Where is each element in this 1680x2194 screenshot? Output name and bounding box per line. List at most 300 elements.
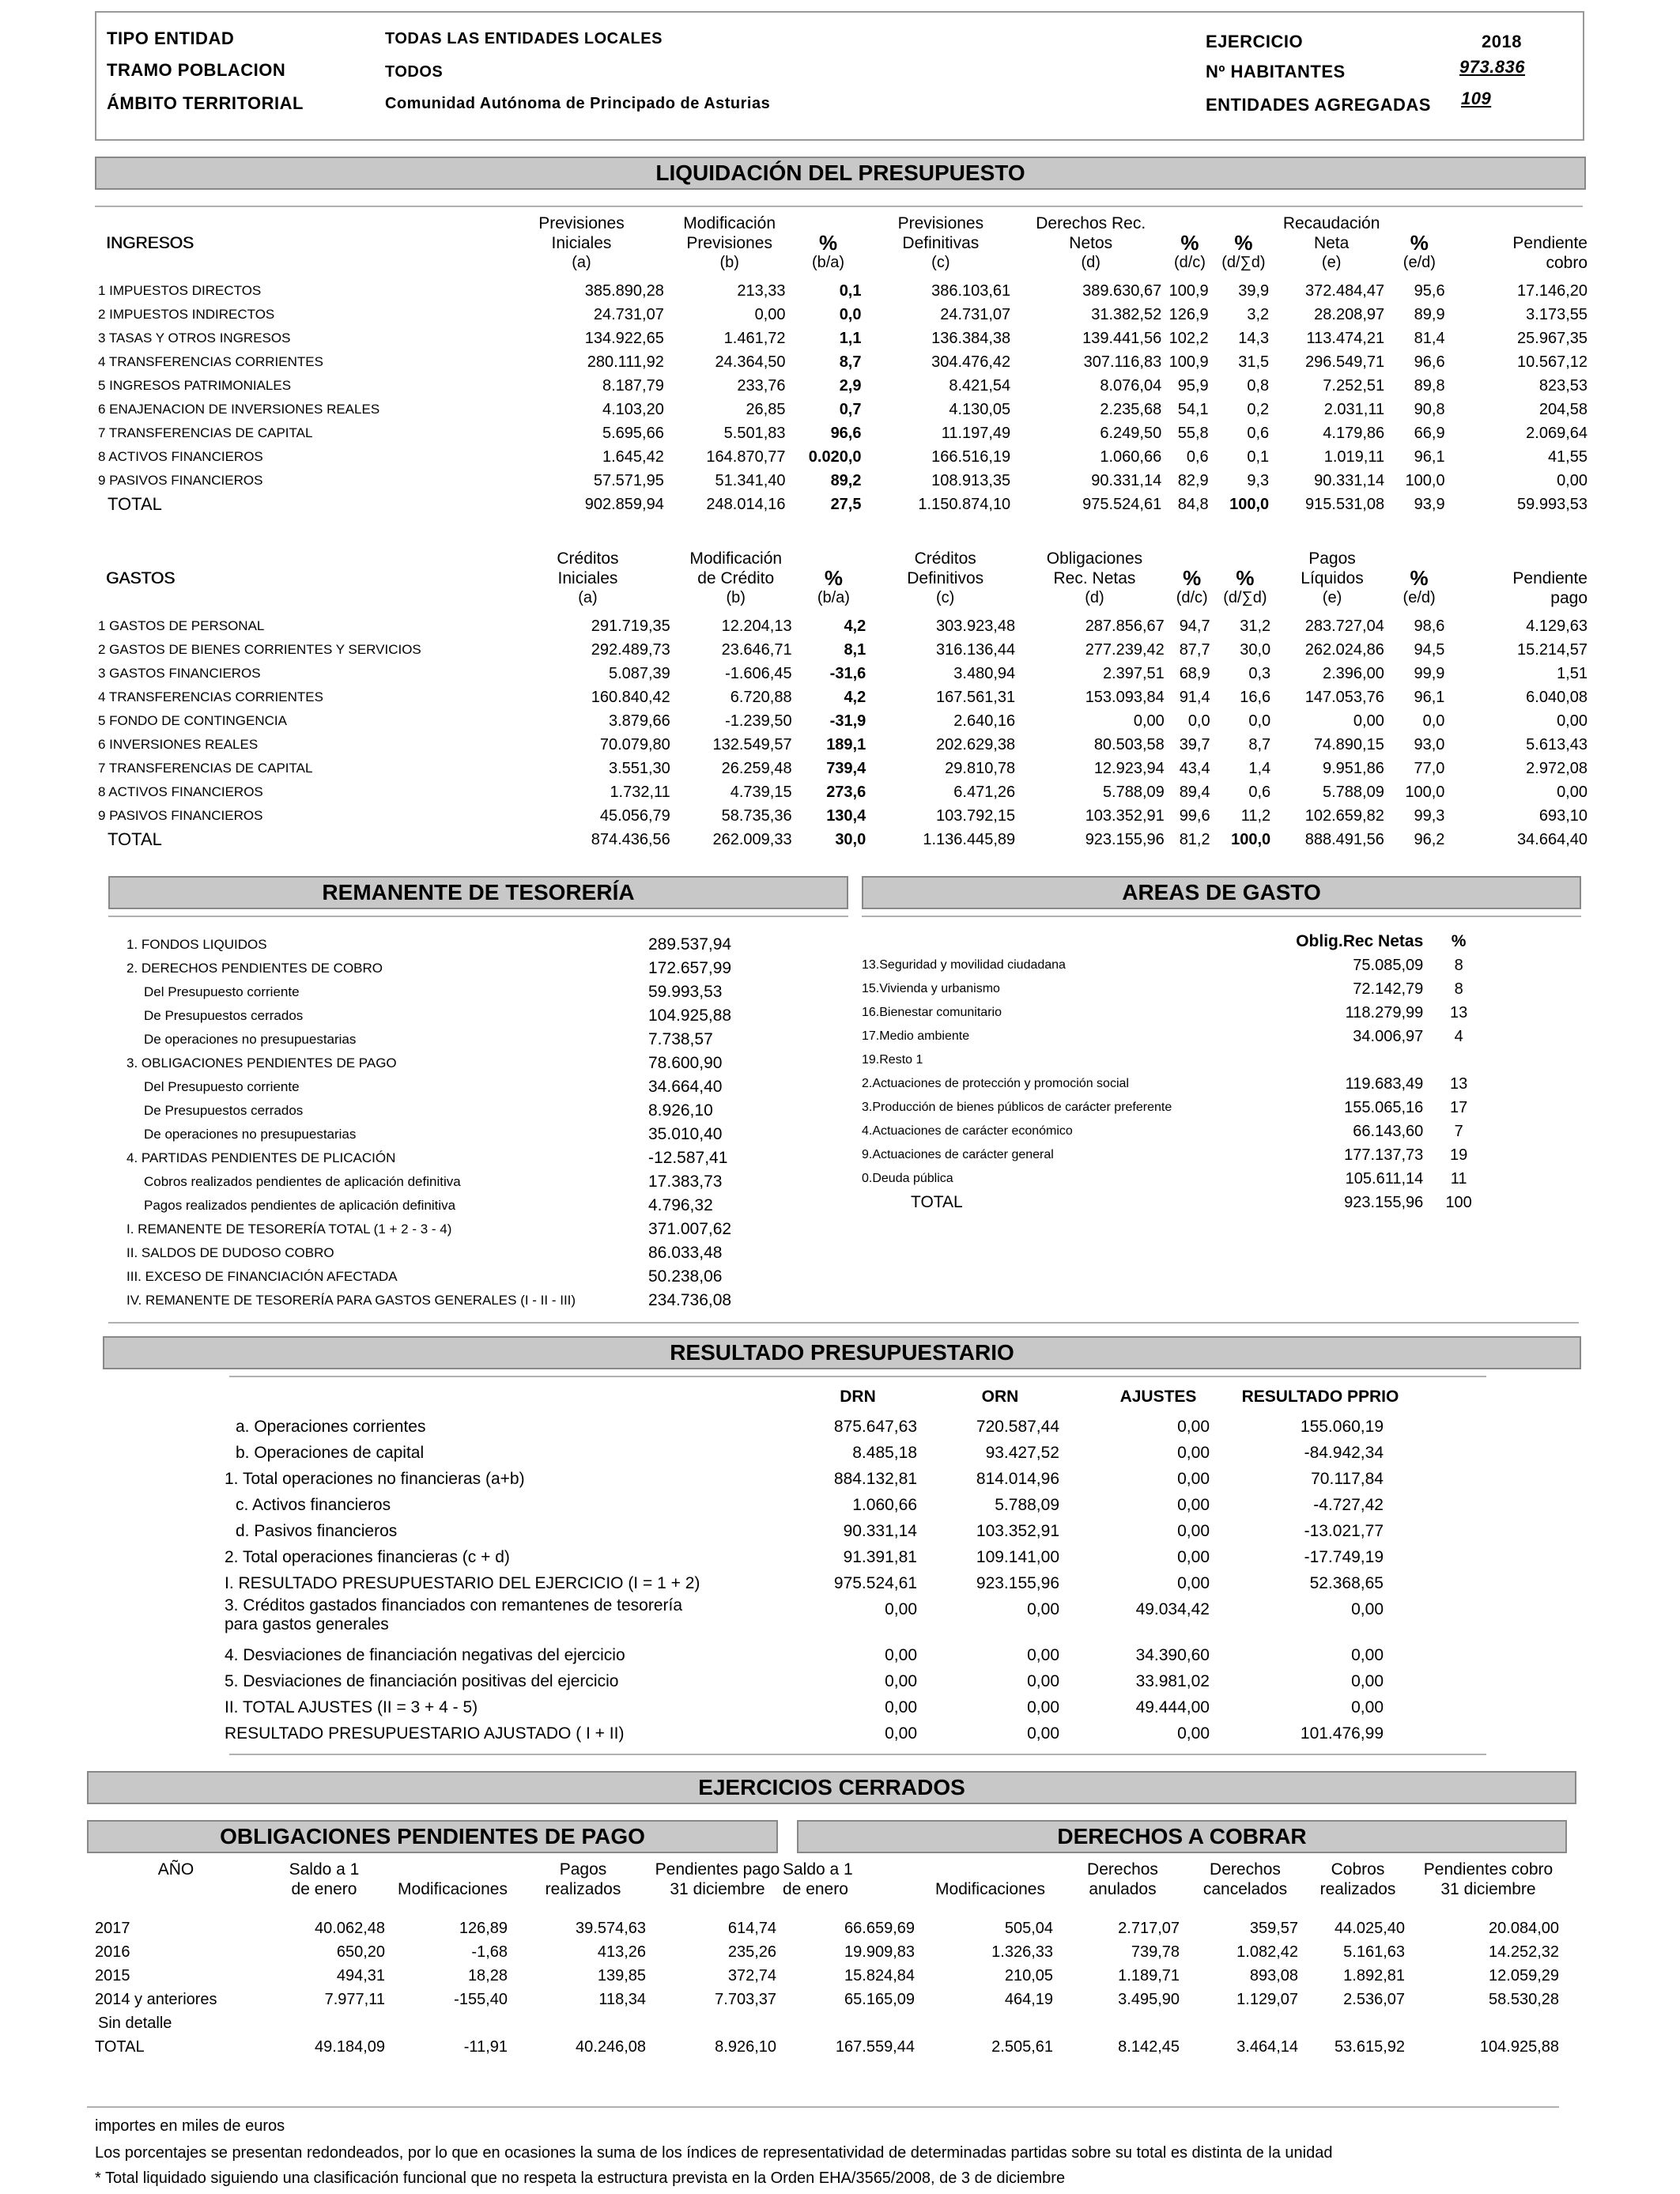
cell-value: 0,8 <box>1247 377 1270 395</box>
cell-value: 66,9 <box>1414 425 1445 442</box>
cell-value: 9.951,86 <box>1322 760 1384 777</box>
cell-value: 7.252,51 <box>1323 377 1385 395</box>
remanente-label: Cobros realizados pendientes de aplicación definitiva <box>144 1174 461 1189</box>
cerrados-value: -1,68 <box>471 1943 508 1961</box>
cell-value: 108.913,35 <box>931 472 1011 489</box>
cerrados-value: 167.559,44 <box>835 2038 915 2056</box>
cell-value: 0,00 <box>1133 712 1165 730</box>
cerrados-col-header <box>783 1860 921 1899</box>
area-pct: 8 <box>1454 957 1463 974</box>
resultado-value: -17.749,19 <box>1304 1548 1384 1566</box>
cerrados-spacer <box>95 1899 1565 1916</box>
cell-value: 8.187,79 <box>602 377 664 395</box>
header-line: Derechos <box>1087 1860 1158 1879</box>
row-label: 3 GASTOS FINANCIEROS <box>98 666 261 681</box>
resultado-value: 155.060,19 <box>1300 1418 1384 1436</box>
cell-value: 25.967,35 <box>1517 330 1588 347</box>
cell-value: 26.259,48 <box>721 760 792 777</box>
resultado-header-row <box>221 1380 1407 1414</box>
cerrados-value: 7.977,11 <box>324 1991 385 2008</box>
cell-value: 90,8 <box>1414 401 1445 418</box>
cell-value: 280.111,92 <box>587 353 664 371</box>
resultado-row <box>221 1544 1407 1570</box>
cerrados-value: 650,20 <box>336 1943 385 1961</box>
resultado-row <box>221 1518 1407 1544</box>
cell-value: -1.239,50 <box>725 712 792 730</box>
remanente-value: 4.796,32 <box>648 1196 713 1214</box>
header-line: (e) <box>1321 254 1342 271</box>
table-row <box>95 685 1588 709</box>
area-value: 75.085,09 <box>1353 957 1424 974</box>
cell-value: 160.840,42 <box>591 689 670 706</box>
cell-value: 84,8 <box>1177 496 1209 513</box>
ingresos-col-header <box>1166 213 1213 273</box>
resultado-value: 90.331,14 <box>843 1522 917 1540</box>
cell-value: 103.792,15 <box>936 807 1016 825</box>
cerrados-value: 44.025,40 <box>1335 1920 1405 1937</box>
header-line: (b) <box>719 254 739 271</box>
table-row <box>95 469 1588 493</box>
ingresos-section-label: INGRESOS <box>106 234 194 252</box>
cell-value: -31,9 <box>829 712 866 730</box>
cell-value: 6.040,08 <box>1526 689 1588 706</box>
tipo-entidad-label: TIPO ENTIDAD <box>107 28 235 48</box>
row-label: 2 IMPUESTOS INDIRECTOS <box>98 307 275 322</box>
areas-total-label: TOTAL <box>911 1193 963 1211</box>
remanente-value: 8.926,10 <box>648 1101 713 1120</box>
remanente-row <box>126 933 775 957</box>
ingresos-col-header <box>1015 213 1166 273</box>
tramo-poblacion-label: TRAMO POBLACION <box>107 60 286 80</box>
table-row <box>95 709 1588 733</box>
cell-value: 5.087,39 <box>608 665 670 682</box>
ingresos-top-rule <box>95 206 1583 207</box>
cell-value: 0,6 <box>1247 425 1270 442</box>
gastos-spacer <box>95 608 1588 614</box>
header-box <box>95 11 1584 141</box>
remanente-label: I. REMANENTE DE TESORERÍA TOTAL (1 + 2 - 3 - 4) <box>126 1222 452 1237</box>
cell-value: 82,9 <box>1177 472 1209 489</box>
cerrados-value: 2.717,07 <box>1118 1920 1180 1937</box>
header-line: Saldo a 1 <box>289 1860 360 1879</box>
cell-value: 4.739,15 <box>730 784 792 801</box>
header-line: Definitivos <box>907 569 984 587</box>
cell-value: 90.331,14 <box>1314 472 1385 489</box>
cell-value: 134.922,65 <box>584 330 664 347</box>
remanente-row <box>126 1004 775 1028</box>
resultado-value: -84.942,34 <box>1304 1444 1384 1462</box>
cell-value: 3.173,55 <box>1526 306 1588 323</box>
header-line: 31 diciembre <box>1440 1880 1536 1898</box>
cerrados-value: 3.495,90 <box>1118 1991 1180 2008</box>
resultado-value: 33.981,02 <box>1135 1672 1210 1690</box>
resultado-col-header: RESULTADO PPRIO <box>1241 1388 1399 1406</box>
cell-value: 1.461,72 <box>723 330 786 347</box>
header-line: % <box>1410 231 1429 255</box>
table-row <box>95 421 1588 445</box>
ingresos-col-header <box>1274 213 1389 273</box>
cerrados-value: 7.703,37 <box>715 1991 776 2008</box>
cell-value: 8,7 <box>1248 736 1271 753</box>
header-line: cancelados <box>1202 1880 1288 1898</box>
header-line: de enero <box>783 1880 848 1898</box>
cell-value: 12.204,13 <box>721 617 792 635</box>
area-row <box>862 954 1494 977</box>
cell-value: 11.197,49 <box>941 425 1011 442</box>
remanente-label: 4. PARTIDAS PENDIENTES DE PLICACIÓN <box>126 1150 396 1165</box>
areas-header-row <box>862 930 1494 954</box>
resultado-label-text: 1. Total operaciones no financieras (a+b) <box>225 1469 525 1488</box>
cell-value: 248.014,16 <box>706 496 786 513</box>
resultado-label-text: c. Activos financieros <box>236 1495 391 1514</box>
cell-value: 385.890,28 <box>584 282 664 300</box>
remanente-value: 234.736,08 <box>648 1291 732 1309</box>
cell-value: 8,1 <box>844 641 866 659</box>
cell-value: 41,55 <box>1547 448 1588 466</box>
cerrados-value: 39.574,63 <box>576 1920 646 1937</box>
resultado-value: 8.485,18 <box>852 1444 917 1462</box>
resultado-label-text: RESULTADO PRESUPUESTARIO AJUSTADO ( I + II) <box>225 1724 625 1743</box>
remanente-row <box>126 1241 775 1265</box>
header-line: anulados <box>1089 1880 1157 1898</box>
cerrados-title: EJERCICIOS CERRADOS <box>87 1771 1576 1804</box>
gastos-col-header <box>870 549 1020 608</box>
cell-value: 189,1 <box>826 736 866 753</box>
cerrados-value: 40.246,08 <box>576 2038 646 2056</box>
remanente-value: 86.033,48 <box>648 1244 723 1262</box>
cell-value: 0,0 <box>839 306 862 323</box>
header-line: AÑO <box>157 1860 194 1879</box>
entidades-agregadas-value: 109 <box>1461 89 1492 108</box>
resultado-value: 52.368,65 <box>1309 1574 1384 1592</box>
cell-value: 6.471,26 <box>953 784 1016 801</box>
area-value: 34.006,97 <box>1353 1028 1424 1045</box>
cerrados-col-header <box>95 1860 257 1899</box>
header-line: (b/a) <box>811 254 845 271</box>
remanente-title: REMANENTE DE TESORERÍA <box>108 876 848 909</box>
resultado-value: 0,00 <box>1027 1646 1059 1664</box>
cell-value: 3.551,30 <box>608 760 670 777</box>
cell-value: 100,0 <box>1229 496 1270 513</box>
cell-value: 93,0 <box>1414 736 1445 753</box>
remanente-row <box>126 1146 775 1170</box>
cell-value: 12.923,94 <box>1093 760 1165 777</box>
cell-value: 304.476,42 <box>931 353 1011 371</box>
cerrados-value <box>783 2011 921 2035</box>
resultado-label <box>221 1544 798 1570</box>
cerrados-value <box>1411 2011 1565 2035</box>
row-label: 7 TRANSFERENCIAS DE CAPITAL <box>98 425 313 440</box>
cell-value: 8.076,04 <box>1100 377 1162 395</box>
cerrados-value <box>514 2011 652 2035</box>
cell-value: 14,3 <box>1238 330 1270 347</box>
cell-value: 96,2 <box>1414 831 1445 848</box>
ingresos-total-row <box>95 493 1588 516</box>
cell-value: 99,3 <box>1414 807 1445 825</box>
header-line: (e/d) <box>1403 589 1436 606</box>
cerrados-value <box>1186 2011 1304 2035</box>
remanente-rule <box>108 916 848 917</box>
cell-value: 202.629,38 <box>936 736 1016 753</box>
resultado-value: 0,00 <box>885 1698 917 1716</box>
cell-value: 31.382,52 <box>1091 306 1162 323</box>
cell-value: 262.024,86 <box>1304 641 1384 659</box>
remanente-table <box>126 933 775 1312</box>
remanente-value: 59.993,53 <box>648 983 723 1001</box>
cell-value: 2.235,68 <box>1100 401 1162 418</box>
resultado-value: 720.587,44 <box>976 1418 1059 1436</box>
cerrados-pagos-title: OBLIGACIONES PENDIENTES DE PAGO <box>87 1820 778 1853</box>
resultado-label <box>221 1596 798 1642</box>
cell-value: 273,6 <box>826 784 866 801</box>
table-row <box>95 614 1588 638</box>
cell-value: 102.659,82 <box>1304 807 1384 825</box>
resultado-col-header: ORN <box>981 1388 1019 1406</box>
cell-value: 6.249,50 <box>1100 425 1162 442</box>
cell-value: 372.484,47 <box>1305 282 1385 300</box>
cell-value: 0,2 <box>1247 401 1270 418</box>
cell-value: 5.501,83 <box>723 425 786 442</box>
remanente-label: De operaciones no presupuestarias <box>144 1032 357 1047</box>
cerrados-col-header <box>514 1860 652 1899</box>
cerrados-value: 614,74 <box>727 1920 776 1937</box>
cell-value: 59.993,53 <box>1517 496 1588 513</box>
gastos-col-header <box>1169 549 1215 608</box>
cerrados-row <box>95 1916 1565 1940</box>
cell-value: 386.103,61 <box>931 282 1011 300</box>
cell-value: 3.480,94 <box>953 665 1016 682</box>
cerrados-value <box>652 2011 783 2035</box>
cerrados-row <box>95 1988 1565 2011</box>
gastos-col-header <box>797 549 871 608</box>
cerrados-value: 1.892,81 <box>1343 1967 1405 1984</box>
cell-value: 389.630,67 <box>1082 282 1162 300</box>
resultado-value: 103.352,91 <box>976 1522 1059 1540</box>
remanente-row <box>126 980 775 1004</box>
area-pct: 19 <box>1450 1146 1468 1164</box>
cell-value: 94,5 <box>1414 641 1445 659</box>
remanente-label: Pagos realizados pendientes de aplicación definitiva <box>144 1198 456 1213</box>
entidades-agregadas-label: ENTIDADES AGREGADAS <box>1206 95 1431 115</box>
cell-value: 74.890,15 <box>1313 736 1384 753</box>
resultado-label-text: I. RESULTADO PRESUPUESTARIO DEL EJERCICIO (I = 1 + 2) <box>225 1573 700 1592</box>
cell-value: 1.136.445,89 <box>923 831 1016 848</box>
cell-value: 136.384,38 <box>931 330 1011 347</box>
cerrados-value: 8.926,10 <box>715 2038 776 2056</box>
liquidacion-title: LIQUIDACIÓN DEL PRESUPUESTO <box>95 157 1586 190</box>
header-line: Definitivas <box>902 234 980 252</box>
cell-value: 126,9 <box>1168 306 1209 323</box>
cell-value: 130,4 <box>826 807 866 825</box>
ingresos-col-header <box>791 213 866 273</box>
area-pct: 13 <box>1450 1004 1468 1021</box>
cell-value: 0,6 <box>1248 784 1271 801</box>
cell-value: 39,7 <box>1179 736 1210 753</box>
cell-value: 4,2 <box>844 689 866 706</box>
cell-value: 31,5 <box>1238 353 1270 371</box>
cell-value: 902.859,94 <box>584 496 664 513</box>
cell-value: 739,4 <box>826 760 866 777</box>
cell-value: 31,2 <box>1240 617 1271 635</box>
cerrados-value: -11,91 <box>463 2038 508 2056</box>
table-row <box>95 327 1588 350</box>
ingresos-header-row <box>95 213 1588 273</box>
remanente-row <box>126 957 775 980</box>
footer-rule <box>87 2106 1559 2108</box>
area-label: 9.Actuaciones de carácter general <box>862 1148 1054 1161</box>
resultado-value: 814.014,96 <box>976 1470 1059 1488</box>
cell-value: 81,2 <box>1179 831 1210 848</box>
cell-value: 0,7 <box>839 401 862 418</box>
cell-value: 4.179,86 <box>1323 425 1385 442</box>
cell-value: 291.719,35 <box>591 617 670 635</box>
cell-value: 11,2 <box>1240 807 1271 825</box>
row-label: TOTAL <box>108 494 162 514</box>
row-label: 5 INGRESOS PATRIMONIALES <box>98 378 292 393</box>
cell-value: 147.053,76 <box>1304 689 1384 706</box>
cerrados-year: TOTAL <box>95 2038 145 2056</box>
cell-value: 307.116,83 <box>1083 353 1162 371</box>
table-row <box>95 733 1588 757</box>
cell-value: 4,2 <box>844 617 866 635</box>
resultado-value: 101.476,99 <box>1300 1724 1384 1743</box>
ambito-territorial-value: Comunidad Autónoma de Principado de Asturias <box>385 95 771 112</box>
cerrados-value: 739,78 <box>1131 1943 1180 1961</box>
cell-value: 16,6 <box>1240 689 1271 706</box>
cell-value: 139.441,56 <box>1082 330 1162 347</box>
resultado-label <box>221 1642 798 1668</box>
area-value: 105.611,14 <box>1345 1170 1424 1188</box>
header-line: Modificaciones <box>935 1880 1045 1898</box>
cell-value: 5.788,09 <box>1102 784 1165 801</box>
table-row <box>95 804 1588 828</box>
resultado-value: 0,00 <box>1177 1548 1210 1566</box>
cell-value: 51.341,40 <box>715 472 786 489</box>
header-line: % <box>1180 231 1199 255</box>
cerrados-value: 118,34 <box>598 1991 646 2008</box>
cell-value: 24.731,07 <box>593 306 664 323</box>
ingresos-col-header <box>1450 213 1588 273</box>
cell-value: 26,85 <box>746 401 786 418</box>
header-line: Neta <box>1313 234 1350 252</box>
cell-value: 915.531,08 <box>1305 496 1385 513</box>
row-label: TOTAL <box>108 829 162 849</box>
remanente-value: 7.738,57 <box>648 1030 713 1048</box>
area-value <box>1296 1048 1423 1072</box>
cell-value: 1.150.874,10 <box>918 496 1011 513</box>
cell-value: 54,1 <box>1177 401 1209 418</box>
cell-value: 0,1 <box>1247 448 1270 466</box>
cell-value: 45.056,79 <box>599 807 670 825</box>
header-line: (d) <box>1081 254 1100 271</box>
cerrados-year: Sin detalle <box>98 2015 172 2032</box>
cerrados-row <box>95 1964 1565 1988</box>
header-line: cobro <box>1546 254 1588 272</box>
area-label: 17.Medio ambiente <box>862 1029 970 1043</box>
resultado-table <box>221 1380 1407 1747</box>
cell-value: 2.031,11 <box>1323 401 1385 418</box>
cell-value: 100,0 <box>1231 831 1271 848</box>
resultado-label-text: a. Operaciones corrientes <box>236 1417 426 1436</box>
area-pct: 17 <box>1450 1099 1468 1116</box>
header-line: Líquidos <box>1301 569 1364 587</box>
cell-value: 89,4 <box>1179 784 1210 801</box>
cell-value: 100,9 <box>1168 353 1209 371</box>
cell-value: 96,1 <box>1414 689 1445 706</box>
cell-value: 3,2 <box>1247 306 1270 323</box>
cell-value: 0,0 <box>1422 712 1445 730</box>
resultado-row <box>221 1466 1407 1492</box>
cerrados-value: 139,85 <box>597 1967 646 1984</box>
cerrados-year: 2016 <box>95 1943 130 1961</box>
resultado-value: 34.390,60 <box>1135 1646 1210 1664</box>
cerrados-value: 505,04 <box>1004 1920 1053 1937</box>
header-line: realizados <box>545 1880 621 1898</box>
header-line: Créditos <box>914 549 976 568</box>
cell-value: 4.130,05 <box>949 401 1011 418</box>
table-row <box>95 398 1588 421</box>
header-line: Pagos <box>559 1860 607 1879</box>
area-pct <box>1423 1048 1494 1072</box>
row-label: 9 PASIVOS FINANCIEROS <box>98 808 263 823</box>
resultado-label <box>221 1694 798 1720</box>
cell-value: 96,6 <box>830 425 862 442</box>
cell-value: 58.735,36 <box>721 807 792 825</box>
cerrados-value: 19.909,83 <box>844 1943 915 1961</box>
cell-value: 874.436,56 <box>591 831 670 848</box>
resultado-value: 0,00 <box>1177 1522 1210 1540</box>
table-row <box>95 638 1588 662</box>
resultado-row <box>221 1642 1407 1668</box>
cell-value: 81,4 <box>1414 330 1445 347</box>
remanente-row <box>126 1194 775 1218</box>
cerrados-value: 413,26 <box>597 1943 646 1961</box>
remanente-value: 289.537,94 <box>648 935 732 954</box>
cerrados-value: 2.505,61 <box>991 2038 1053 2056</box>
header-line: Previsiones <box>686 234 772 252</box>
cell-value: -1.606,45 <box>725 665 792 682</box>
gastos-col-header <box>675 549 797 608</box>
cell-value: 102,2 <box>1168 330 1209 347</box>
area-value: 177.137,73 <box>1344 1146 1424 1164</box>
cell-value: 1,4 <box>1248 760 1271 777</box>
area-label: 2.Actuaciones de protección y promoción social <box>862 1077 1129 1090</box>
cerrados-cobros-title: DERECHOS A COBRAR <box>797 1820 1567 1853</box>
resultado-row <box>221 1596 1407 1642</box>
cerrados-row <box>95 2011 1565 2035</box>
area-row <box>862 1072 1494 1096</box>
cell-value: 89,2 <box>830 472 862 489</box>
area-row <box>862 1025 1494 1048</box>
area-row <box>862 1143 1494 1167</box>
resultado-value: 0,00 <box>1351 1698 1384 1716</box>
areas-title: AREAS DE GASTO <box>862 876 1581 909</box>
cell-value: 2.396,00 <box>1322 665 1384 682</box>
cell-value: 2.972,08 <box>1526 760 1588 777</box>
resultado-label-text: 2. Total operaciones financieras (c + d) <box>225 1547 510 1566</box>
resultado-value: 49.444,00 <box>1135 1698 1210 1716</box>
cell-value: 68,9 <box>1179 665 1210 682</box>
header-line: (d) <box>1085 589 1104 606</box>
cerrados-value: 494,31 <box>336 1967 385 1984</box>
resultado-value: 109.141,00 <box>976 1548 1059 1566</box>
cell-value: 30,0 <box>835 831 866 848</box>
resultado-label-text: 3. Créditos gastados financiados con remantenes de tesorería <box>225 1596 683 1614</box>
remanente-value: 104.925,88 <box>648 1006 732 1025</box>
header-line: Créditos <box>557 549 619 568</box>
cerrados-table <box>95 1860 1565 2059</box>
cell-value: 0,00 <box>1353 712 1384 730</box>
